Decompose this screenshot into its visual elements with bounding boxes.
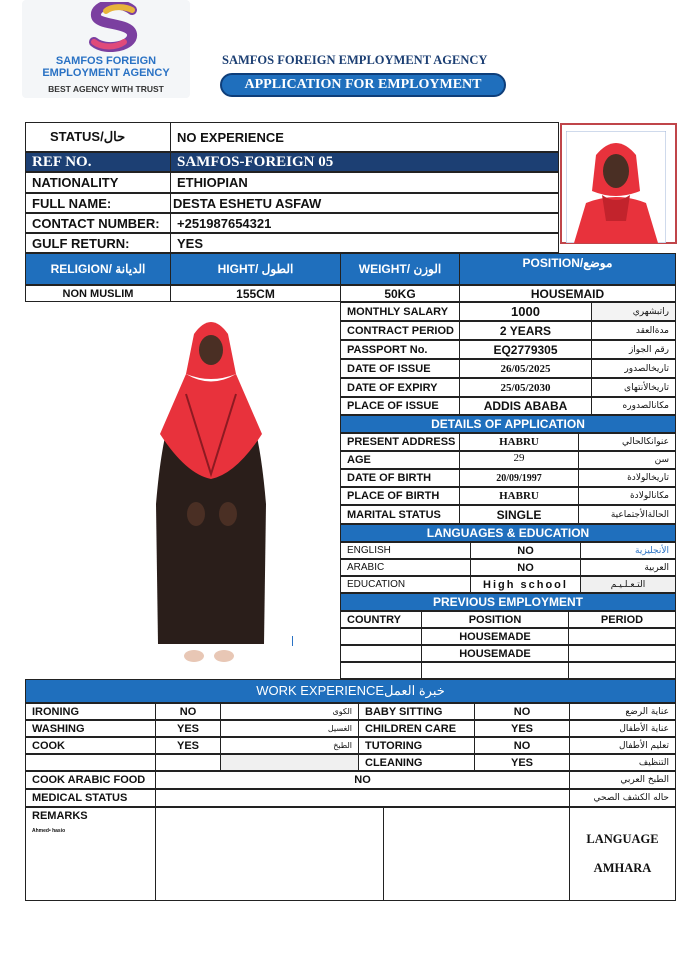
arabic-food-value: NO [155,771,570,789]
remarks-note: Ahmed• hasio [32,828,66,834]
fullname-value: DESTA ESHETU ASFAW [170,193,559,213]
salary-ar: راتبشهري [591,302,676,321]
skill-label: CLEANING [358,754,475,771]
page-title: APPLICATION FOR EMPLOYMENT [220,73,506,97]
religion-header: RELIGION/ الديانة [25,253,171,285]
english-ar: الأنجليزية [580,542,676,559]
fullname-label: FULL NAME: [25,193,171,213]
prev-row-period [568,645,676,662]
arabic-label: ARABIC [340,559,471,576]
status-value: NO EXPERIENCE [170,122,559,152]
photo-mark [292,636,293,646]
language-value: AMHARA [593,861,652,875]
medical-value [155,789,570,807]
status-label: STATUS/حال [25,122,171,152]
address-label: PRESENT ADDRESS [340,433,460,451]
issue-date-value: 26/05/2025 [459,359,592,378]
skill-ar: الطبخ [220,737,359,754]
logo-tagline: BEST AGENCY WITH TRUST [48,84,164,94]
medical-label: MEDICAL STATUS [25,789,156,807]
expiry-date-label: DATE OF EXPIRY [340,378,460,397]
prev-row-position: HOUSEMADE [421,628,569,645]
prev-row-position: HOUSEMADE [421,645,569,662]
skill-value: YES [474,754,570,771]
age-label: AGE [340,451,460,469]
prev-row-country [340,662,422,679]
contract-period-value: 2 YEARS [459,321,592,340]
ref-value: SAMFOS-FOREIGN 05 [170,152,559,172]
portrait-photo [560,123,677,244]
language-label: LANGUAGE [586,832,659,846]
medical-ar: حاله الكشف الصحي [569,789,676,807]
education-value: High school [470,576,581,593]
remarks-label: REMARKS [32,810,88,822]
arabic-food-label: COOK ARABIC FOOD [25,771,156,789]
education-ar: التـعـلـيـم [580,576,676,593]
address-ar: عنوانكالحالي [578,433,676,451]
skill-label: WASHING [25,720,156,737]
prev-col-period: PERIOD [568,611,676,628]
logo-s-icon [80,2,150,52]
dob-ar: تاريخالولادة [578,469,676,487]
issue-date-label: DATE OF ISSUE [340,359,460,378]
logo-name-line1: SAMFOS FOREIGN [55,55,157,67]
passport-label: PASSPORT No. [340,340,460,359]
skill-ar: الغسيل [220,720,359,737]
work-experience-heading: WORK EXPERIENCEخبرة العمل [25,679,676,703]
english-value: NO [470,542,581,559]
remarks-field-1 [155,807,384,901]
arabic-value: NO [470,559,581,576]
gulf-label: GULF RETURN: [25,233,171,253]
skill-value: YES [155,720,221,737]
marital-value: SINGLE [459,505,579,524]
height-value: 155CM [170,285,341,302]
address-value: HABRU [459,433,579,451]
position-header: POSITION/موضع [459,253,676,285]
weight-value: 50KG [340,285,460,302]
age-ar: سن [578,451,676,469]
prev-row-country [340,645,422,662]
skill-label: IRONING [25,703,156,720]
skill-ar [220,754,359,771]
languages-heading: LANGUAGES & EDUCATION [340,524,676,542]
skill-value: NO [474,737,570,754]
skill-label: CHILDREN CARE [358,720,475,737]
prev-row-position [421,662,569,679]
age-value: 29 [459,451,579,469]
contact-value: +251987654321 [170,213,559,233]
height-header: HIGHT/ الطول [170,253,341,285]
skill-value: NO [474,703,570,720]
prev-row-period [568,628,676,645]
arabic-food-ar: الطبخ العربي [569,771,676,789]
religion-value: NON MUSLIM [25,285,171,302]
agency-logo [22,0,190,98]
previous-employment-heading: PREVIOUS EMPLOYMENT [340,593,676,611]
details-heading: DETAILS OF APPLICATION [340,415,676,433]
pob-value: HABRU [459,487,579,505]
prev-row-period [568,662,676,679]
marital-ar: الحالةالأجتماعية [578,505,676,524]
language-box [569,807,676,901]
prev-row-country [340,628,422,645]
salary-value: 1000 [459,302,592,321]
arabic-ar: العربية [580,559,676,576]
dob-value: 20/09/1997 [459,469,579,487]
gulf-value: YES [170,233,559,253]
salary-label: MONTHLY SALARY [340,302,460,321]
ref-label: REF NO. [25,152,171,172]
prev-col-country: COUNTRY [340,611,422,628]
passport-value: EQ2779305 [459,340,592,359]
marital-label: MARITAL STATUS [340,505,460,524]
contact-label: CONTACT NUMBER: [25,213,171,233]
nationality-value: ETHIOPIAN [170,172,559,193]
weight-header: WEIGHT/ الوزن [340,253,460,285]
issue-date-ar: تاريخالصدور [591,359,676,378]
dob-label: DATE OF BIRTH [340,469,460,487]
skill-ar: تعليم الأطفال [569,737,676,754]
english-label: ENGLISH [340,542,471,559]
skill-label: COOK [25,737,156,754]
contract-period-ar: مدةالعقد [591,321,676,340]
logo-name-line2: EMPLOYMENT AGENCY [42,67,170,79]
expiry-date-value: 25/05/2030 [459,378,592,397]
position-value: HOUSEMAID [459,285,676,302]
full-body-photo [26,302,340,678]
place-of-issue-label: PLACE OF ISSUE [340,397,460,415]
skill-label [25,754,156,771]
pob-ar: مكانالولادة [578,487,676,505]
pob-label: PLACE OF BIRTH [340,487,460,505]
skill-ar: عناية الرضع [569,703,676,720]
skill-value: NO [155,703,221,720]
skill-value: YES [155,737,221,754]
skill-label: TUTORING [358,737,475,754]
remarks-box [25,807,156,901]
contract-period-label: CONTRACT PERIOD [340,321,460,340]
education-label: EDUCATION [340,576,471,593]
place-of-issue-ar: مكانالصدوره [591,397,676,415]
remarks-field-2 [383,807,570,901]
passport-ar: رقم الجواز [591,340,676,359]
skill-label: BABY SITTING [358,703,475,720]
prev-col-position: POSITION [421,611,569,628]
place-of-issue-value: ADDIS ABABA [459,397,592,415]
skill-value: YES [474,720,570,737]
skill-ar: التنظيف [569,754,676,771]
skill-ar: الكوى [220,703,359,720]
nationality-label: NATIONALITY [25,172,171,193]
expiry-date-ar: تاريخالأنتهاى [591,378,676,397]
skill-value [155,754,221,771]
agency-name: SAMFOS FOREIGN EMPLOYMENT AGENCY [222,53,488,67]
skill-ar: عناية الأطفال [569,720,676,737]
